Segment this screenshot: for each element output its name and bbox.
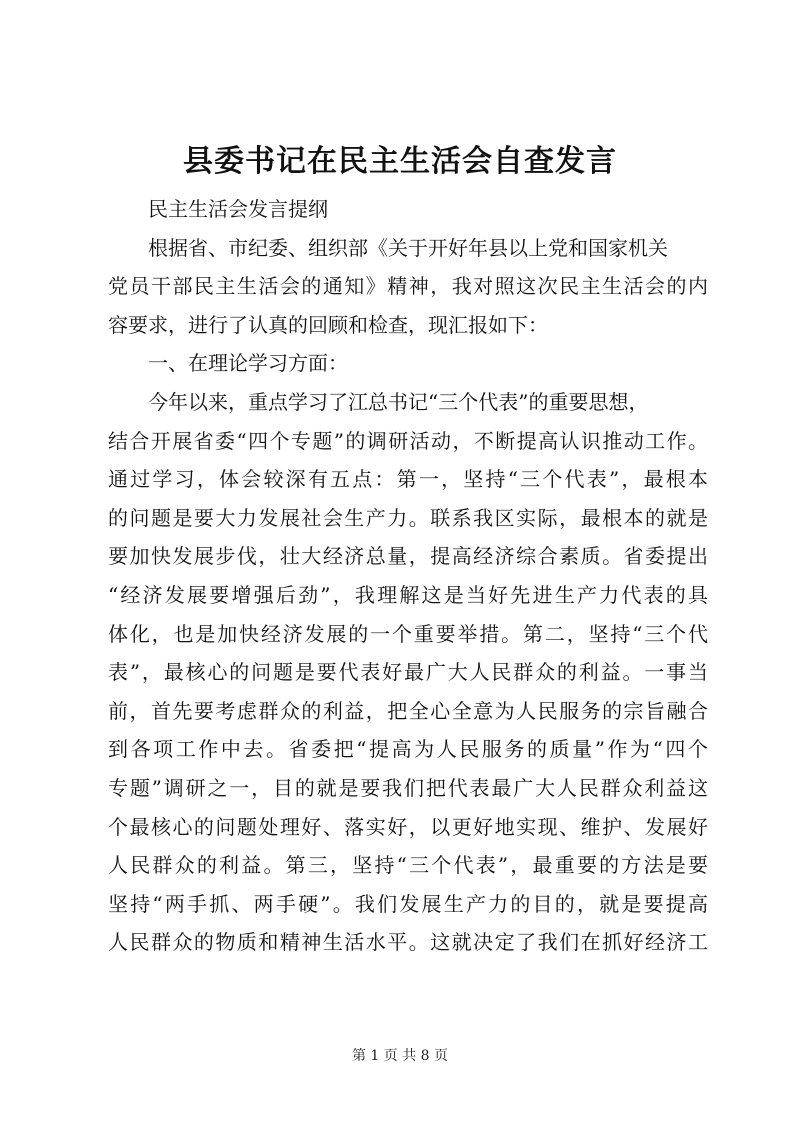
text-line: 人民群众的物质和精神生活水平。这就决定了我们在抓好经济工	[108, 930, 708, 955]
text-line: 结合开展省委“四个专题”的调研活动，不断提高认识推动工作。	[108, 428, 708, 453]
text-line: 一、在理论学习方面：	[148, 351, 348, 376]
document-body	[108, 190, 708, 962]
document-title: 县委书记在民主生活会自查发言	[183, 144, 617, 179]
page-footer: 第 1 页 共 8 页	[351, 1048, 449, 1064]
text-line: 今年以来，重点学习了江总书记“三个代表”的重要思想，	[148, 389, 649, 414]
text-line: 前，首先要考虑群众的利益，把全心全意为人民服务的宗旨融合	[108, 698, 708, 723]
text-line: 党员干部民主生活会的通知》精神，我对照这次民主生活会的内	[108, 274, 708, 299]
text-line: “经济发展要增强后劲”，我理解这是当好先进生产力代表的具	[108, 582, 708, 607]
text-line: 根据省、市纪委、组织部《关于开好年县以上党和国家机关	[148, 235, 668, 260]
text-line: 表”，最核心的问题是要代表好最广大人民群众的利益。一事当	[108, 660, 708, 685]
text-line: 坚持“两手抓、两手硬”。我们发展生产力的目的，就是要提高	[108, 891, 708, 916]
text-line: 通过学习，体会较深有五点：第一，坚持“三个代表”，最根本	[108, 467, 708, 492]
text-line: 体化，也是加快经济发展的一个重要举措。第二，坚持“三个代	[108, 621, 708, 646]
text-line: 要加快发展步伐，壮大经济总量，提高经济综合素质。省委提出	[108, 544, 708, 569]
text-line: 的问题是要大力发展社会生产力。联系我区实际，最根本的就是	[108, 505, 708, 530]
text-line: 个最核心的问题处理好、落实好，以更好地实现、维护、发展好	[108, 814, 708, 839]
text-line: 民主生活会发言提纲	[148, 197, 328, 221]
text-line: 到各项工作中去。省委把“提高为人民服务的质量”作为“四个	[108, 737, 708, 762]
text-line: 容要求，进行了认真的回顾和检查，现汇报如下：	[108, 312, 548, 337]
text-line: 专题”调研之一，目的就是要我们把代表最广大人民群众利益这	[108, 775, 708, 800]
text-line: 人民群众的利益。第三，坚持“三个代表”，最重要的方法是要	[108, 853, 708, 878]
